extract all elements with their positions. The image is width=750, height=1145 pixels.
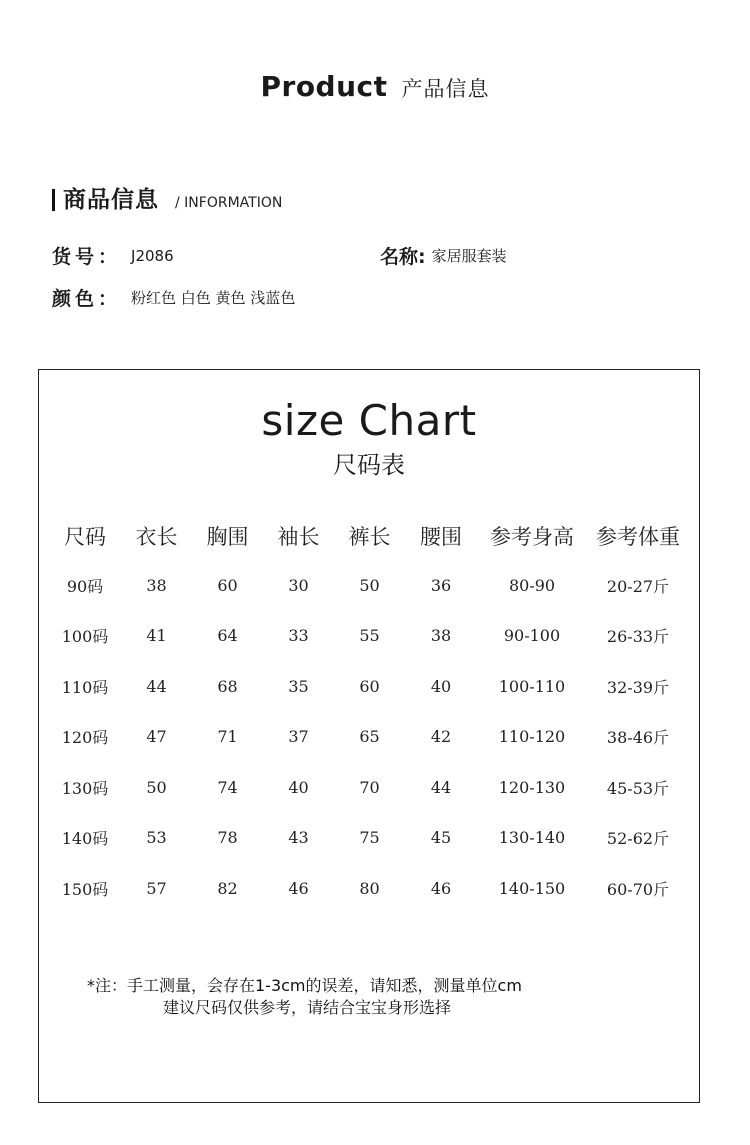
name-row [380,242,507,269]
table-cell: 130码 [61,778,109,798]
table-cell: 44 [430,777,452,797]
table-cell: 150码 [61,879,109,899]
table-cell: 110-120 [498,727,566,747]
table-cell: 60 [217,575,238,595]
table-cell: 36 [430,575,452,595]
table-cell: 52-62斤 [606,829,670,849]
table-cell: 37 [288,727,309,747]
table-cell: 26-33斤 [606,627,670,647]
table-cell: 40 [430,676,452,696]
table-cell: 60-70斤 [606,879,670,899]
size-table [49,516,689,914]
table-header-row [49,516,689,556]
table-cell: 35 [288,676,309,696]
table-cell: 74 [217,777,238,797]
table-cell: 44 [146,676,167,696]
table-cell: 70 [359,777,380,797]
item-no-value: J2086 [131,246,174,265]
table-cell: 47 [146,727,167,747]
table-cell: 90-100 [503,626,561,646]
info-section-title [52,181,282,214]
header-title-en: Product [260,70,388,103]
table-cell: 45-53斤 [606,778,670,798]
size-chart-title: size Chart [261,396,477,445]
table-cell: 38 [430,626,452,646]
table-cell: 46 [288,878,309,898]
table-cell: 80 [359,878,380,898]
section-title-en: / INFORMATION [175,195,283,211]
item-no-row [52,242,174,269]
note-line-1: *注：手工测量，会存在1-3cm的误差，请知悉，测量单位cm [87,976,522,995]
column-header: 尺码 [64,525,106,549]
table-cell: 140码 [61,829,109,849]
name-value: 家居服套装 [431,247,507,265]
column-header: 胸围 [206,525,249,549]
table-row [49,863,689,914]
table-cell: 120-130 [498,777,566,797]
table-cell: 90码 [66,576,104,596]
table-cell: 78 [217,828,238,848]
table-cell: 20-27斤 [606,576,670,596]
color-row [52,284,295,311]
column-header: 参考体重 [596,525,680,549]
table-cell: 110码 [61,677,109,697]
table-cell: 38-46斤 [606,728,670,748]
table-cell: 45 [430,828,452,848]
measurement-note [87,975,522,1019]
table-cell: 100码 [61,627,109,647]
table-cell: 38 [146,575,167,595]
table-cell: 140-150 [498,878,566,898]
table-cell: 42 [430,727,452,747]
table-cell: 80-90 [508,575,556,595]
table-cell: 53 [146,828,167,848]
name-label: 名称: [380,246,426,268]
size-chart-subtitle: 尺码表 [333,451,405,479]
page-header [0,70,750,103]
color-label: 颜色： [52,288,122,310]
table-row [49,762,689,813]
table-cell: 75 [359,828,380,848]
table-cell: 100-110 [498,676,566,696]
table-cell: 60 [359,676,380,696]
table-cell: 30 [288,575,309,595]
table-row [49,661,689,712]
header-title-cn: 产品信息 [401,77,490,101]
table-cell: 64 [217,626,238,646]
table-row [49,611,689,662]
table-cell: 130-140 [498,828,566,848]
column-header: 衣长 [135,525,178,549]
column-header: 袖长 [277,525,320,549]
item-no-label: 货号： [52,246,122,268]
table-row [49,712,689,763]
table-cell: 55 [359,626,380,646]
table-cell: 65 [359,727,380,747]
column-header: 裤长 [348,525,391,549]
table-cell: 41 [146,626,167,646]
table-cell: 82 [217,878,238,898]
table-cell: 32-39斤 [606,677,670,697]
table-cell: 40 [288,777,309,797]
section-bar [52,189,55,211]
table-cell: 57 [146,878,167,898]
section-title-cn: 商品信息 [63,187,159,213]
table-cell: 50 [359,575,380,595]
column-header: 参考身高 [490,525,574,549]
column-header: 腰围 [420,525,462,549]
size-chart-box [38,369,700,1103]
table-cell: 50 [146,777,167,797]
table-row [49,556,689,611]
table-cell: 120码 [61,728,109,748]
note-line-2: 建议尺码仅供参考，请结合宝宝身形选择 [163,998,452,1017]
table-cell: 43 [288,828,309,848]
table-cell: 68 [217,676,238,696]
table-cell: 46 [430,878,452,898]
table-cell: 71 [217,727,238,747]
table-cell: 33 [288,626,309,646]
color-value: 粉红色 白色 黄色 浅蓝色 [131,289,296,307]
table-row [49,813,689,864]
